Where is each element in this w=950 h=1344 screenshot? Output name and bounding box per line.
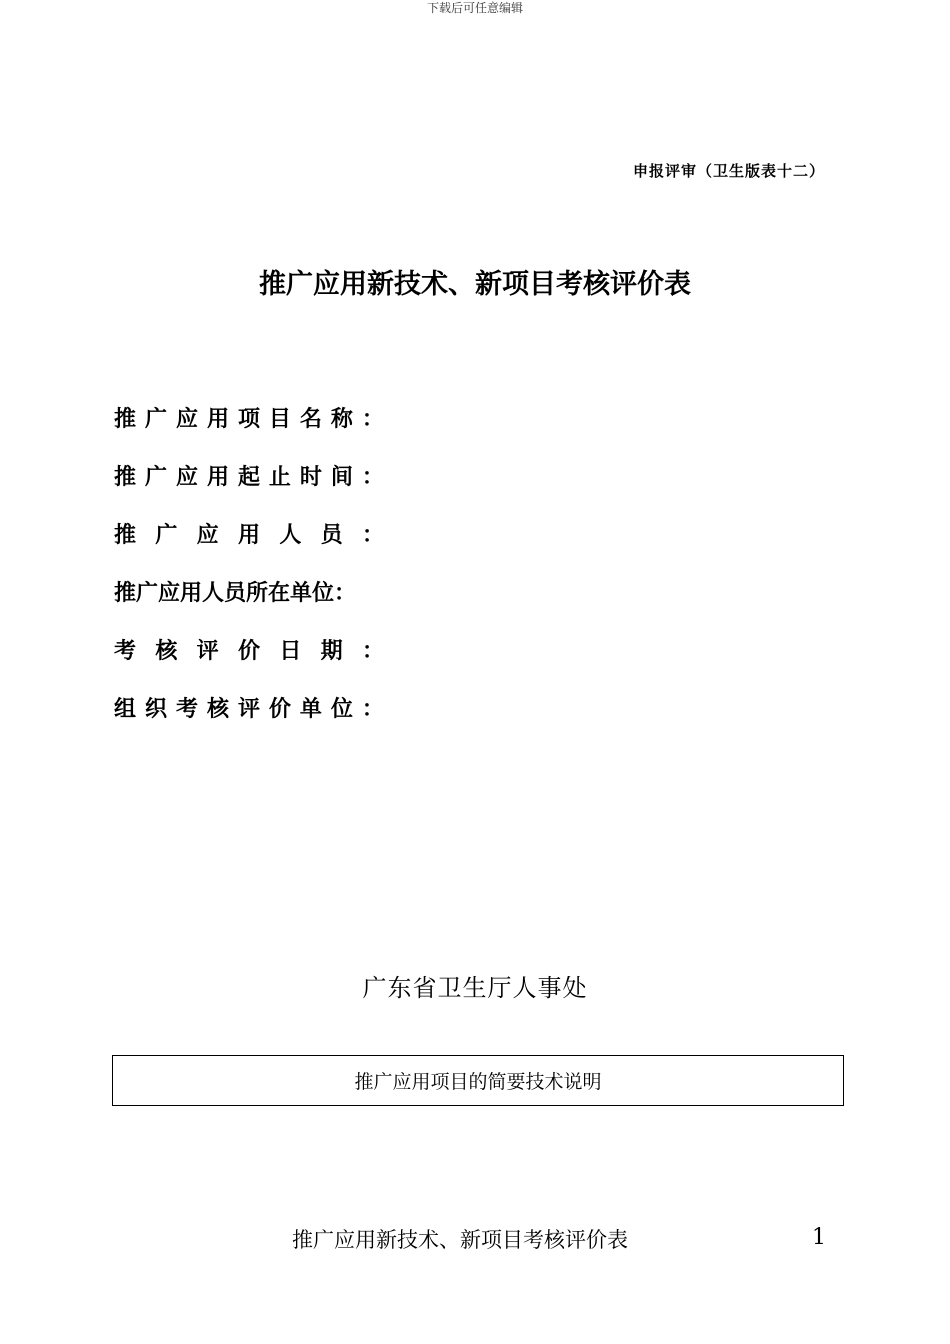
form-field-label (114, 576, 384, 607)
form-field-label-char: ： (361, 406, 384, 432)
form-field-label-char: 组 (114, 696, 137, 722)
form-field-label-char: 考 (175, 696, 198, 722)
form-field-label-char: 员 (320, 522, 343, 548)
form-field-label-char: ： (361, 522, 384, 548)
form-field-label-char: 广 (144, 406, 167, 432)
form-field-label-char: 评 (237, 696, 260, 722)
form-field-label-char: 核 (206, 696, 229, 722)
form-field-label-char: ： (361, 464, 384, 490)
form-field-label-char: 日 (279, 638, 302, 664)
form-field-label (114, 634, 384, 665)
form-field-label-char: 推 (114, 522, 137, 548)
form-field-label-char: 广 (155, 522, 178, 548)
form-field-label-char: 应 (196, 522, 219, 548)
form-field-row (114, 388, 434, 446)
form-field-label-char: 价 (268, 696, 291, 722)
form-field-label-char: 称 (330, 406, 353, 432)
form-field-label-char: 期 (320, 638, 343, 664)
form-field-label (114, 402, 384, 433)
download-note: 下载后可任意编辑 (426, 1, 523, 15)
form-field-label-char: 用 (206, 464, 229, 490)
form-field-label-char: 推广应用人员所在单位： (114, 580, 357, 606)
form-field-label-char: 应 (175, 464, 198, 490)
summary-box (112, 1055, 844, 1106)
form-field-label-char: 止 (268, 464, 291, 490)
form-field-label-char: 织 (144, 696, 167, 722)
form-field-label (114, 460, 384, 491)
form-field-label-char: 间 (330, 464, 353, 490)
document-title: 推广应用新技术、新项目考核评价表 (259, 269, 691, 300)
form-field-label-char: 目 (268, 406, 291, 432)
form-field-row (114, 446, 434, 504)
footer-title: 推广应用新技术、新项目考核评价表 (292, 1228, 628, 1252)
form-field-label-char: 名 (299, 406, 322, 432)
form-field-label-char: 项 (237, 406, 260, 432)
form-field-label (114, 692, 384, 723)
issuing-department: 广东省卫生厅人事处 (362, 974, 588, 1002)
form-field-label-char: 考 (114, 638, 137, 664)
page-number: 1 (812, 1225, 826, 1250)
form-field-label-char: 时 (299, 464, 322, 490)
form-field-label-char: 价 (237, 638, 260, 664)
form-fields (114, 388, 434, 736)
form-field-row (114, 678, 434, 736)
form-field-label-char: 核 (155, 638, 178, 664)
form-field-label-char: 用 (237, 522, 260, 548)
form-field-row (114, 620, 434, 678)
form-field-label (114, 518, 384, 549)
form-field-label-char: 单 (299, 696, 322, 722)
form-field-label-char: 人 (279, 522, 302, 548)
form-field-label-char: 广 (144, 464, 167, 490)
form-field-label-char: 应 (175, 406, 198, 432)
summary-box-label: 推广应用项目的简要技术说明 (354, 1071, 602, 1093)
form-field-label-char: 位 (330, 696, 353, 722)
form-field-row (114, 562, 434, 620)
form-field-label-char: 推 (114, 406, 137, 432)
form-field-label-char: ： (361, 638, 384, 664)
form-field-label-char: ： (361, 696, 384, 722)
form-field-label-char: 推 (114, 464, 137, 490)
form-field-label-char: 评 (196, 638, 219, 664)
form-field-label-char: 用 (206, 406, 229, 432)
form-field-row (114, 504, 434, 562)
form-code-label: 申报评审（卫生版表十二） (632, 162, 825, 180)
form-field-label-char: 起 (237, 464, 260, 490)
